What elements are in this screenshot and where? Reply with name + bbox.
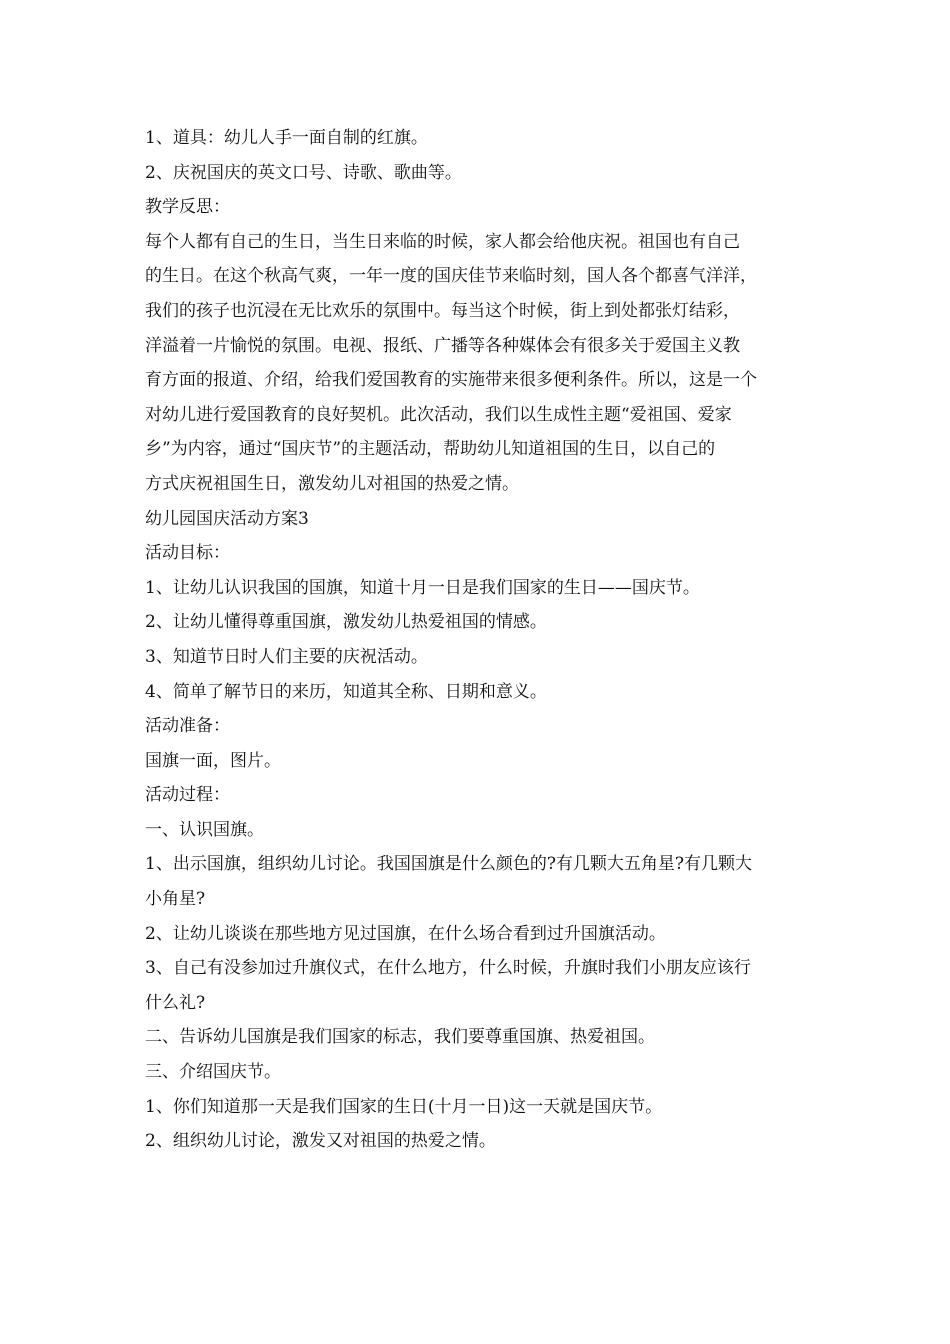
text-line: 的生日。在这个秋高气爽，一年一度的国庆佳节来临时刻，国人各个都喜气洋洋，	[145, 266, 757, 287]
list-item: 三、介绍国庆节。	[145, 1062, 281, 1083]
list-item: 4、简单了解节日的来历，知道其全称、日期和意义。	[145, 681, 547, 702]
list-item: 二、告诉幼儿国旗是我们国家的标志，我们要尊重国旗、热爱祖国。	[145, 1027, 655, 1048]
text-line: 育方面的报道、介绍，给我们爱国教育的实施带来很多便利条件。所以，这是一个	[145, 370, 757, 391]
text-line: 洋溢着一片愉悦的氛围。电视、报纸、广播等各种媒体会有很多关于爱国主义教	[145, 335, 740, 356]
list-item: 一、认识国旗。	[145, 819, 264, 840]
list-item: 1、让幼儿认识我国的国旗，知道十月一日是我们国家的生日——国庆节。	[145, 577, 700, 598]
text-line: 我们的孩子也沉浸在无比欢乐的氛围中。每当这个时候，街上到处都张灯结彩，	[145, 300, 740, 321]
text-line: 什么礼?	[145, 992, 206, 1013]
list-item: 2、让幼儿懂得尊重国旗，激发幼儿热爱祖国的情感。	[145, 612, 547, 633]
section-heading: 教学反思：	[145, 197, 230, 218]
list-item: 3、自己有没参加过升旗仪式，在什么地方，什么时候，升旗时我们小朋友应该行	[145, 958, 751, 979]
text-line: 小角星?	[145, 889, 206, 910]
text-line: 方式庆祝祖国生日，激发幼儿对祖国的热爱之情。	[145, 473, 519, 494]
document-title: 幼儿园国庆活动方案3	[145, 508, 309, 529]
text-line: 每个人都有自己的生日，当生日来临的时候，家人都会给他庆祝。祖国也有自己	[145, 231, 740, 252]
text-line: 1、道具：幼儿人手一面自制的红旗。	[145, 128, 428, 148]
section-heading: 活动过程：	[145, 785, 230, 806]
section-heading: 活动目标：	[145, 543, 230, 564]
text-line: 国旗一面，图片。	[145, 750, 281, 771]
section-heading: 活动准备：	[145, 716, 230, 737]
list-item: 2、让幼儿谈谈在那些地方见过国旗，在什么场合看到过升国旗活动。	[145, 923, 666, 944]
list-item: 3、知道节日时人们主要的庆祝活动。	[145, 646, 428, 667]
list-item: 1、出示国旗，组织幼儿讨论。我国国旗是什么颜色的?有几颗大五角星?有几颗大	[145, 854, 753, 875]
text-line: 2、庆祝国庆的英文口号、诗歌、歌曲等。	[145, 162, 462, 183]
text-line: 对幼儿进行爱国教育的良好契机。此次活动，我们以生成性主题“爱祖国、爱家	[145, 404, 732, 425]
text-line: 乡”为内容，通过“国庆节”的主题活动，帮助幼儿知道祖国的生日，以自己的	[145, 439, 716, 460]
list-item: 2、组织幼儿讨论，激发又对祖国的热爱之情。	[145, 1131, 496, 1152]
list-item: 1、你们知道那一天是我们国家的生日(十月一日)这一天就是国庆节。	[145, 1096, 663, 1117]
document-body	[145, 121, 810, 1159]
